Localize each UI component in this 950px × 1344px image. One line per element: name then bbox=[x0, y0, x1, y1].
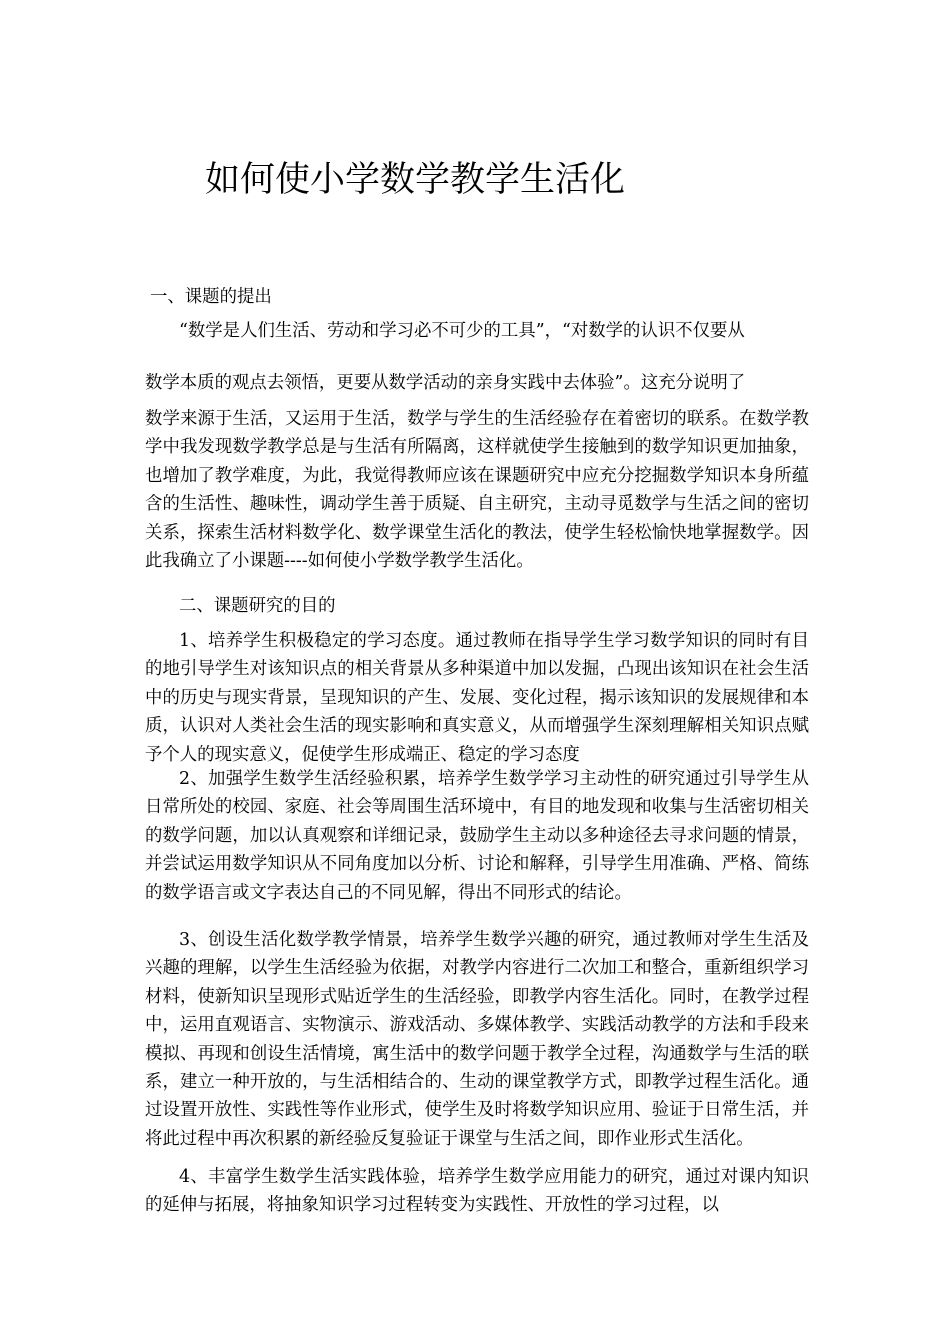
proposal-paragraph: 数学来源于生活，又运用于生活，数学与学生的生活经验存在着密切的联系。在数学教学中我发现数学教学总是与生活有所隔离，这样就使学生接触到的数学知识更加抽象，也增加了教学难度，为此，我觉得教师应该在课题研究中应充分挖掘数学知识本身所蕴含的生活性、趣味性，调动学生善于质疑、自主研究，主动寻觅数学与生活之间的密切关系，探索生活材料数学化、数学课堂生活化的教法，使学生轻松愉快地掌握数学。因此我确立了小课题----如何使小学数学教学生活化。 bbox=[145, 409, 809, 572]
quote-line-2: 数学本质的观点去领悟，更要从数学活动的亲身实践中去体验”。这充分说明了 bbox=[145, 373, 746, 393]
purpose-paragraph-3: 3、创设生活化数学教学情景，培养学生数学兴趣的研究，通过教师对学生生活及兴趣的理解，以学生生活经验为依据，对教学内容进行二次加工和整合，重新组织学习材料，使新知识呈现形式贴近学生的生活经验，即教学内容生活化。同时，在教学过程中，运用直观语言、实物演示、游戏活动、多媒体教学、实践活动教学的方法和手段来模拟、再现和创设生活情境，寓生活中的数学问题于教学全过程，沟通数学与生活的联系，建立一种开放的，与生活相结合的、生动的课堂教学方式，即教学过程生活化。通过设置开放性、实践性等作业形式，使学生及时将数学知识应用、验证于日常生活，并将此过程中再次积累的新经验反复验证于课堂与生活之间，即作业形式生活化。 bbox=[145, 930, 809, 1149]
quote-line-1: “数学是人们生活、劳动和学习必不可少的工具”，“对数学的认识不仅要从 bbox=[179, 321, 745, 341]
purpose-paragraph-4: 4、丰富学生数学生活实践体验，培养学生数学应用能力的研究，通过对课内知识的延伸与拓展，将抽象知识学习过程转变为实践性、开放性的学习过程，以 bbox=[145, 1167, 809, 1216]
purpose-paragraph-2: 2、加强学生数学生活经验积累，培养学生数学学习主动性的研究通过引导学生从日常所处的校园、家庭、社会等周围生活环境中，有目的地发现和收集与生活密切相关的数学问题，加以认真观察和详细记录，鼓励学生主动以多种途径去寻求问题的情景，并尝试运用数学知识从不同角度加以分析、讨论和解释，引导学生用准确、严格、简练的数学语言或文字表达自己的不同见解，得出不同形式的结论。 bbox=[145, 769, 809, 903]
section-heading-purpose: 二、课题研究的目的 bbox=[179, 596, 336, 616]
section-heading-proposal: 一、课题的提出 bbox=[150, 287, 272, 307]
purpose-paragraph-1: 1、培养学生积极稳定的学习态度。通过教师在指导学生学习数学知识的同时有目的地引导学生对该知识点的相关背景从多种渠道中加以发掘，凸现出该知识在社会生活中的历史与现实背景，呈现知识的产生、发展、变化过程，揭示该知识的发展规律和本质，认识对人类社会生活的现实影响和真实意义，从而增强学生深刻理解相关知识点赋予个人的现实意义，促使学生形成端正、稳定的学习态度 bbox=[145, 631, 809, 765]
document-title: 如何使小学数学教学生活化 bbox=[205, 160, 626, 200]
